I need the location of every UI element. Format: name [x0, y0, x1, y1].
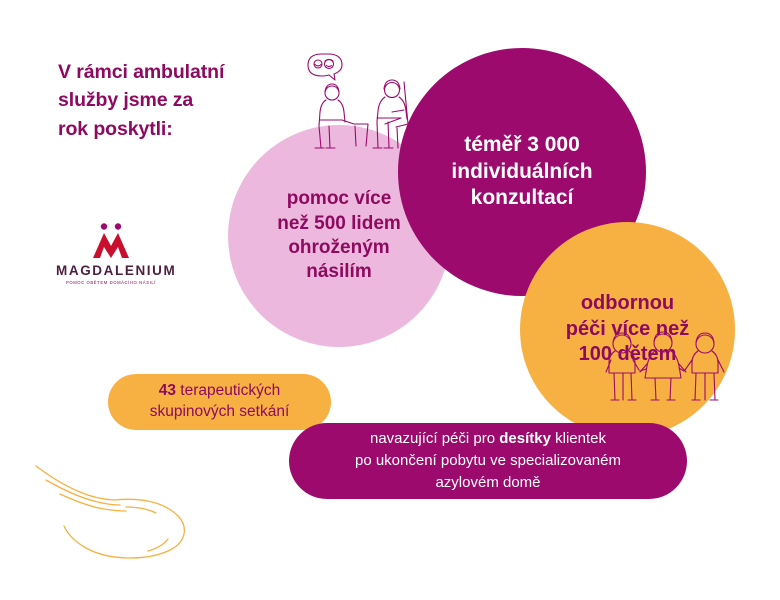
orange-line-3: 100 dětem [578, 343, 677, 366]
orange-line-2: péči více než [565, 317, 690, 340]
magenta-line-1-normal: téměř [464, 132, 528, 156]
counselling-session-illustration [296, 48, 446, 163]
three-children-illustration [600, 330, 730, 417]
headline-line-3: rok poskytli: [58, 117, 173, 140]
stat-pill-orange-text [150, 381, 290, 423]
logo [56, 222, 177, 285]
magenta-line-1 [451, 132, 592, 159]
headline-line-2: služby jsme za [58, 89, 194, 112]
pill-orange-line-1 [150, 381, 290, 402]
pill-orange-line-1-bold: 43 [158, 382, 176, 400]
pill-magenta-line-1 [355, 428, 621, 450]
magenta-line-2: individuálních [451, 159, 593, 183]
magdalenium-logo-icon [89, 222, 133, 260]
pill-magenta-line-1-bold: desítky [499, 430, 551, 448]
stat-pill-magenta-text [355, 428, 621, 493]
pill-magenta-line-1-a: navazující péči pro [370, 430, 500, 448]
stat-circle-pink-text [267, 187, 411, 284]
orange-line-1: odbornou [580, 292, 675, 315]
pink-line-2: než 500 lidem [277, 212, 401, 234]
logo-name: MAGDALENIUM [56, 263, 177, 278]
magenta-line-1-bold: 3 000 [527, 132, 580, 156]
stat-circle-magenta-text [441, 132, 602, 213]
pill-magenta-line-1-b: klientek [550, 430, 606, 448]
magenta-line-3: konzultací [470, 186, 574, 210]
open-hand-illustration [30, 460, 215, 580]
pink-line-3: ohroženým [288, 237, 390, 258]
pink-line-1: pomoc více [286, 188, 392, 210]
page-title [58, 58, 308, 143]
logo-tagline: POMOC OBĚTEM DOMÁCÍHO NÁSILÍ [65, 280, 157, 285]
pink-line-4: násilím [306, 261, 372, 283]
pill-orange-line-1-normal: terapeutických [175, 382, 281, 400]
pill-magenta-line-2: po ukončení pobytu ve specializovaném [354, 452, 621, 470]
stat-pill-group-sessions [108, 374, 331, 430]
stat-pill-follow-up-care [289, 423, 687, 499]
pill-orange-line-2: skupinových setkání [149, 403, 290, 420]
pill-magenta-line-3: azylovém domě [435, 473, 541, 491]
headline-line-1: V rámci ambulatní [58, 61, 225, 83]
